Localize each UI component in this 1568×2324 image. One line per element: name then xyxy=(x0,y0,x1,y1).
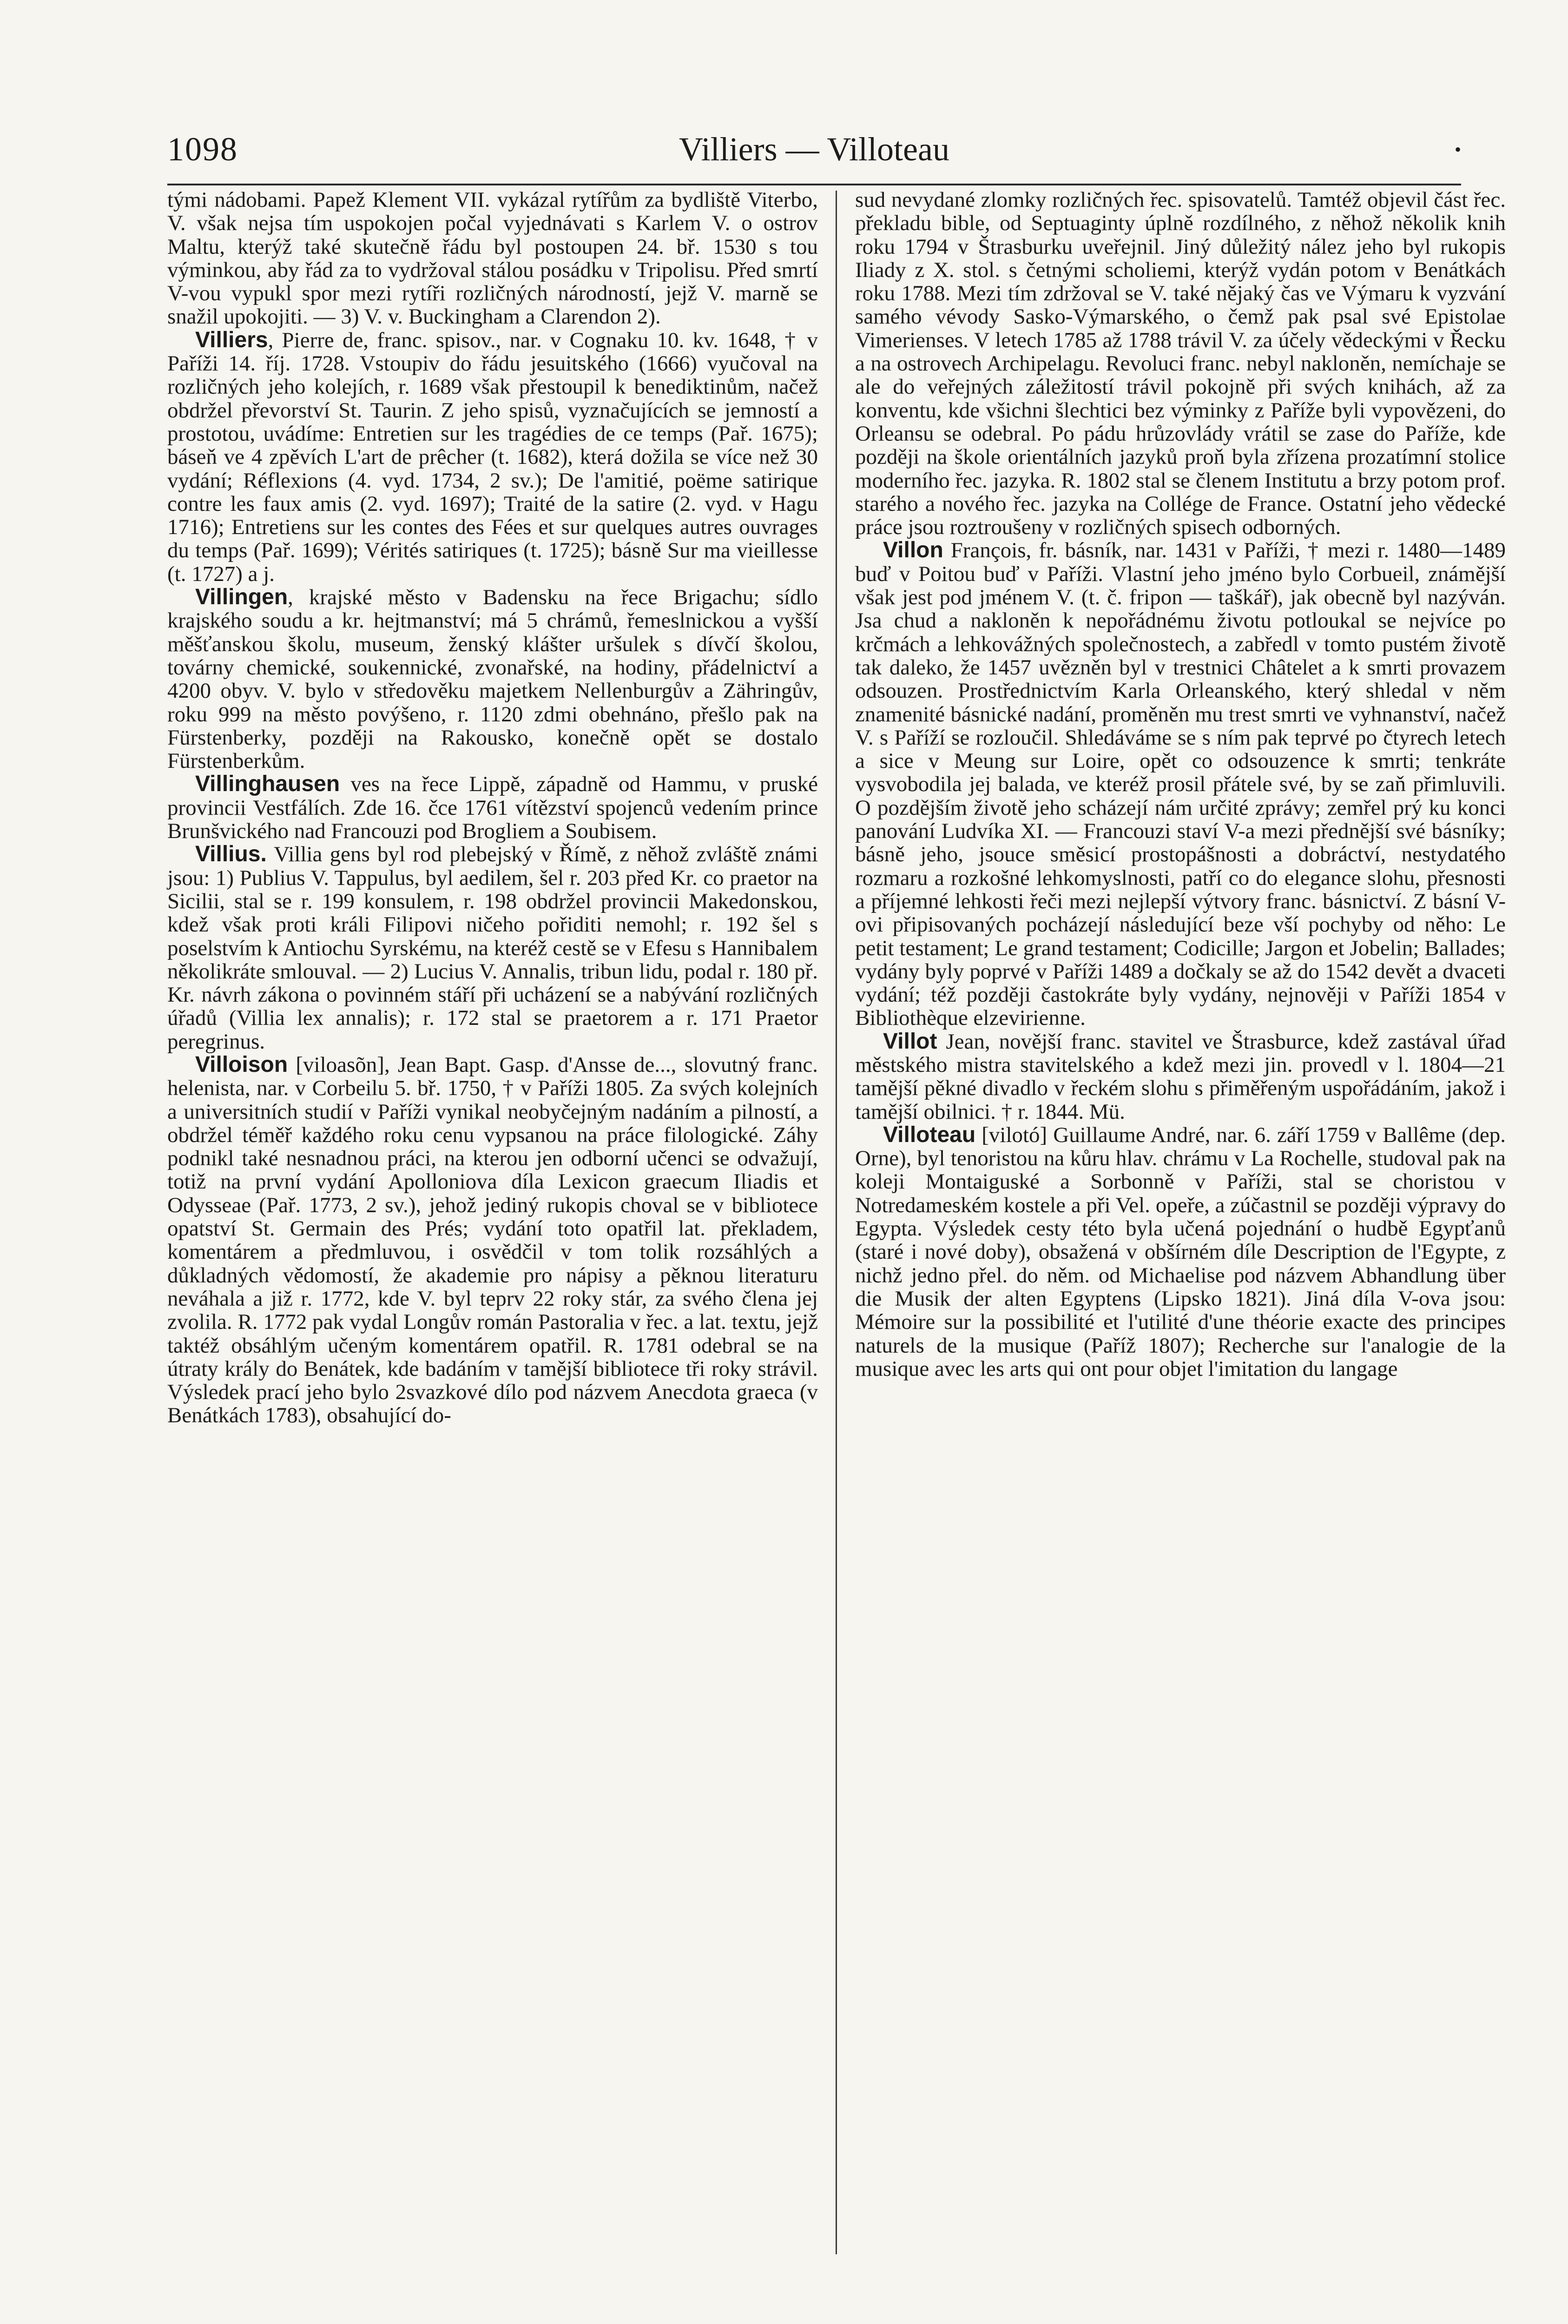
entry-villius xyxy=(167,843,818,1053)
entry-villiers xyxy=(167,329,818,586)
headword: Villiers xyxy=(195,327,268,352)
left-column xyxy=(167,188,818,1427)
continued-paragraph: sud nevydané zlomky rozličných řec. spisovatelů. Tamtéž objevil část řec. překladu bible, od Septuaginty úplně rozdílného, z něhož několik knih roku 1794 v Štrasburku uveřejnil. Jiný důležitý nález jeho byl rukopis Iliady z X. stol. s četnými scholiemi, kterýž vydán potom v Benátkách roku 1788. Mezi tím zdržoval se V. také nějaký čas ve Výmaru k vyzvání samého vévody Sasko-Výmarského, o čemž pak psal své Epistolae Vimerienses. V letech 1785 až 1788 trávil V. za účely vědeckými v Řecku a na ostrovech Archipelagu. Revoluci franc. nebyl nakloněn, nemíchaje se ale do veřejných záležitostí trávil pokojně při svých knihách, až za konventu, kde všichni šlechtici bez výminky z Paříže byli vypovězeni, do Orleansu se odebral. Po pádu hrůzovlády vrátil se zase do Paříže, kde později na škole orientálních jazyků proň byla zřízena prozatímní stolice moderního řec. jazyka. R. 1802 stal se členem Institutu a brzy potom prof. starého a nového řec. jazyka na Collége de France. Ostatní jeho vědecké práce jsou roztroušeny v rozličných spisech odborných. xyxy=(855,188,1506,540)
headword: Villinghausen xyxy=(195,772,340,797)
entry-text: Villia gens byl rod plebejský v Římě, z něhož zvláště známi jsou: 1) Publius V. Tappulus, byl aedilem, šel r. 203 před Kr. co praetor na Sicilii, stal se r. 199 konsulem, r. 198 obdržel provincii Makedonskou, kdež však proti králi Filipovi ničeho pořiditi nemohl; r. 192 šel s poselstvím k Antiochu Syrskému, na kteréž cestě se v Efesu s Hannibalem několikráte smlouval. — 2) Lucius V. Annalis, tribun lidu, podal r. 180 př. Kr. návrh zákona o povinném stáří při ucházení se a nabývání rozličných úřadů (Villia lex annalis); r. 172 stal se praetorem a r. 171 Praetor peregrinus. xyxy=(167,842,818,1054)
headword: Villoteau xyxy=(883,1122,976,1147)
entry-villot xyxy=(855,1030,1506,1123)
entry-text: Jean, novější franc. stavitel ve Štrasburce, kdež zastával úřad městského mistra stavitelského a kdež mezi jin. provedl v l. 1804—21 tamější pěkné divadlo v řeckém slohu s přiměřeným uspořádáním, jakož i tamější obilnici. † r. 1844. Mü. xyxy=(855,1029,1506,1124)
entry-text: François, fr. básník, nar. 1431 v Paříži, † mezi r. 1480—1489 buď v Poitou buď v Paříži. Vlastní jeho jméno bylo Corbueil, známější však jest pod jménem V. (t. č. fripon — taškář), jak obecně byl nazýván. Jsa chud a nakloněn k nepořádnému životu potloukal se nejvíce po krčmách a lehkovážných společnostech, a zabředl v tomto pustém životě tak daleko, že 1457 uvězněn byl v trestnici Châtelet a k smrti provazem odsouzen. Prostřednictvím Karla Orleanského, který shledal v něm znamenité básnické nadání, proměněn mu trest smrti ve vyhnanství, načež V. s Paříží se rozloučil. Shledáváme se s ním pak teprvé po čtyrech letech a sice v Meung sur Loire, opět co odsouzence k smrti; tenkráte vysvobodila jej balada, ve kteréž prosil přátele své, by se zaň přimluvili. O pozdějším životě jeho scházejí nám určité zprávy; zemřel prý ku konci panování Ludvíka XI. — Francouzi staví V-a mezi přednější své básníky; básně jeho, jsouce směsicí prostopášnosti a dobráctví, nestydatého rozmaru a rozkošné lehkomyslnosti, patří co do elegance slohu, přesnosti a příjemné lehkosti řeči mezi nejlepší výtvory franc. básnictví. Z básní V-ovi připisovaných pocházejí následující beze vší pochyby od něho: Le petit testament; Le grand testament; Codicille; Jargon et Jobelin; Ballades; vydány byly poprvé v Paříži 1489 a dočkaly se až do 1542 devět a dvaceti vydání; též později častokráte byly vydány, nejnověji v Paříži 1854 v Bibliothèque elzevirienne. xyxy=(855,538,1506,1030)
headword: Villon xyxy=(883,538,943,563)
entry-villingen xyxy=(167,586,818,772)
entry-villoteau xyxy=(855,1123,1506,1380)
continued-paragraph: tými nádobami. Papež Klement VII. vykázal rytířům za bydliště Viterbo, V. však nejsa tím uspokojen počal vyjednávati s Karlem V. o ostrov Maltu, kterýž také skutečně řádu byl postoupen 24. bř. 1530 s tou výminkou, aby řád za to vydržoval stálou posádku v Tripolisu. Před smrtí V-vou vypukl spor mezi rytíři rozličných národností, jejž V. marně se snažil upokojiti. — 3) V. v. Buckingham a Clarendon 2). xyxy=(167,188,818,329)
page-header xyxy=(167,130,1461,172)
headword: Villoison xyxy=(195,1052,288,1077)
page-number: 1098 xyxy=(167,131,238,168)
headword: Villot xyxy=(883,1029,937,1054)
entry-text: [vilotó] Guillaume André, nar. 6. září 1759 v Ballême (dep. Orne), byl tenoristou na kůru hlav. chrámu v La Rochelle, studoval pak na koleji Montaiguské a Sorbonně v Paříži, stal se choristou v Notredameském kostele a při Vel. opeře, a zúčastnil se později výpravy do Egypta. Výsledek cesty této byla učená pojednání o hudbě Egypťanů (staré i nové doby), obsažená v obšírném díle Description de l'Egypte, z nichž jedno přel. do něm. od Michaelise pod názvem Abhandlung über die Musik der alten Egyptens (Lipsko 1821). Jiná díla V-ova jsou: Mémoire sur la possibilité et l'utilité d'une théorie exacte des principes naturels de la musique (Paříž 1807); Recherche sur l'analogie de la musique avec les arts qui ont pour objet l'imitation du langage xyxy=(855,1122,1506,1381)
corner-mark: • xyxy=(1454,139,1461,160)
headword: Villingen xyxy=(195,585,288,610)
entry-villinghausen xyxy=(167,772,818,843)
headword: Villius. xyxy=(195,842,267,867)
column-divider xyxy=(836,191,837,2254)
header-rule xyxy=(167,184,1461,185)
running-head: Villiers — Villoteau xyxy=(679,131,949,168)
entry-text: [viloasõn], Jean Bapt. Gasp. d'Ansse de..., slovutný franc. helenista, nar. v Corbeilu 5. bř. 1750, † v Paříži 1805. Za svých kolejních a universitních studií v Paříži vynikal neobyčejným nadáním a pilností, a obdržel téměř každého roku cenu vypsanou na práce filologické. Záhy podnikl také nesnadnou práci, na kterou jen odborní učenci se odvažují, totiž na první vydání Apolloniova díla Lexicon graecum Iliadis et Odysseae (Pař. 1773, 2 sv.), jehož jediný rukopis choval se v bibliotece opatství St. Germain des Prés; vydání toto opatřil lat. překladem, komentárem a předmluvou, i osvědčil v tom tolik rozsáhlých a důkladných vědomostí, že akademie pro nápisy a pěknou literaturu neváhala a již r. 1772, kde V. byl teprv 22 roky stár, za svého člena jej zvolila. R. 1772 pak vydal Longův román Pastoralia v řec. a lat. textu, jejž taktéž obsáhlým učeným komentárem opatřil. R. 1781 odebral se na útraty krály do Benátek, kde badáním v tamější bibliotece tři roky strávil. Výsledek prací jeho bylo 2svazkové dílo pod názvem Anecdota graeca (v Benátkách 1783), obsahující do- xyxy=(167,1052,818,1428)
right-column xyxy=(855,188,1506,1380)
entry-villon xyxy=(855,539,1506,1030)
entry-villoison xyxy=(167,1053,818,1427)
entry-text: ves na řece Lippě, západně od Hammu, v pruské provincii Vestfálích. Zde 16. čce 1761 vítězství spojenců vedením prince Brunšvického nad Francouzi pod Brogliem a Soubisem. xyxy=(167,772,818,844)
entry-text: , krajské město v Badensku na řece Brigachu; sídlo krajského soudu a kr. hejtmanství; má 5 chrámů, řemeslnickou a vyšší měšťanskou školu, museum, ženský klášter uršulek s dívčí školou, továrny chemické, soukennické, zvonařské, na hodiny, přádelnictví a 4200 obyv. V. bylo v středověku majetkem Nellenburgův a Zähringův, roku 999 na město povýšeno, r. 1120 zdmi obehnáno, přešlo pak na Fürstenberky, později na Rakousko, konečně opět se dostalo Fürstenberkům. xyxy=(167,585,818,773)
entry-text: , Pierre de, franc. spisov., nar. v Cognaku 10. kv. 1648, † v Paříži 14. říj. 1728. Vstoupiv do řádu jesuitského (1666) vyučoval na rozličných jeho kolejích, r. 1689 však přestoupil k benediktinům, načež obdržel převorství St. Taurin. Z jeho spisů, vyznačujících se jemností a prostotou, uvádíme: Entretien sur les tragédies de ce temps (Pař. 1675); báseň ve 4 zpěvích L'art de prêcher (t. 1682), která dožila se více než 30 vydání; Réflexions (4. vyd. 1734, 2 sv.); De l'amitié, poëme satirique contre les faux amis (2. vyd. 1697); Traité de la satire (2. vyd. v Hagu 1716); Entretiens sur les contes des Fées et sur quelques autres ouvrages du temps (Pař. 1699); Vérités satiriques (t. 1725); básně Sur ma vieillesse (t. 1727) a j. xyxy=(167,328,818,586)
